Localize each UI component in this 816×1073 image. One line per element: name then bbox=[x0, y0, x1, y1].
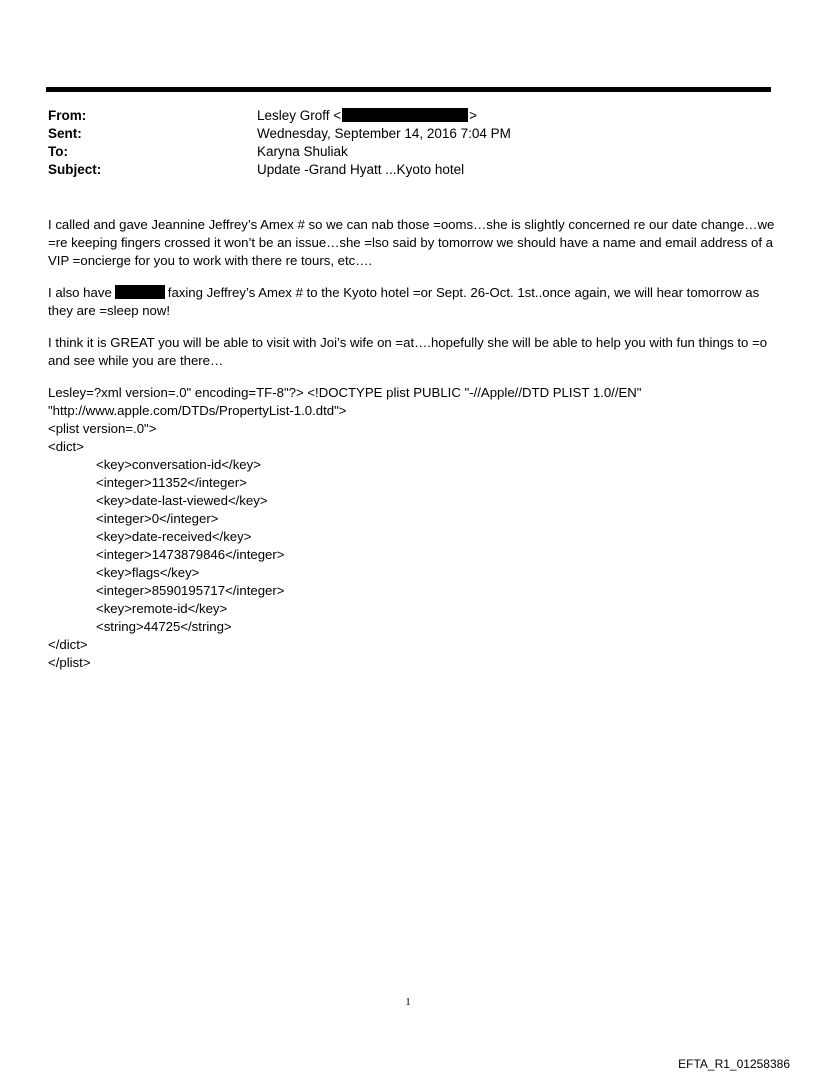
sent-value: Wednesday, September 14, 2016 7:04 PM bbox=[257, 126, 511, 141]
to-value: Karyna Shuliak bbox=[257, 144, 348, 159]
xml-line: <integer>11352</integer> bbox=[96, 475, 247, 490]
header-rule bbox=[46, 87, 771, 92]
para2-after: faxing Jeffrey’s Amex # to the Kyoto hotel =or Sept. 26-Oct. 1st..once again, we will hear tomorrow as they are =sleep now! bbox=[48, 285, 760, 318]
page-number: 1 bbox=[405, 996, 411, 1008]
xml-line: <key>flags</key> bbox=[96, 565, 200, 580]
xml-line: Lesley=?xml version=.0" encoding=TF-8"?> <!DOCTYPE plist PUBLIC "-//Apple//DTD PLIST 1.0//EN" bbox=[48, 385, 642, 400]
subject-label: Subject: bbox=[48, 162, 102, 177]
xml-line: </dict> bbox=[48, 637, 88, 652]
body-paragraph-3: I think it is GREAT you will be able to visit with Joi’s wife on =at….hopefully she will be able to help you with fun things to =o and see while you are there… bbox=[48, 335, 768, 368]
from-value bbox=[257, 107, 477, 125]
from-close: > bbox=[469, 108, 478, 123]
to-row bbox=[48, 143, 511, 161]
xml-line: <integer>8590195717</integer> bbox=[96, 583, 285, 598]
subject-value: Update -Grand Hyatt ...Kyoto hotel bbox=[257, 162, 465, 177]
email-header bbox=[48, 107, 511, 179]
bates-number: EFTA_R1_01258386 bbox=[678, 1057, 790, 1071]
from-name: Lesley Groff < bbox=[257, 108, 342, 123]
xml-line: <dict> bbox=[48, 439, 84, 454]
xml-line: <key>date-last-viewed</key> bbox=[96, 493, 268, 508]
xml-line: "http://www.apple.com/DTDs/PropertyList-1.0.dtd"> bbox=[48, 403, 347, 418]
body-paragraph-1: I called and gave Jeannine Jeffrey’s Amex # so we can nab those =ooms…she is slightly concerned re our date change…we =re keeping fingers crossed it won’t be an issue…she =lso said by tomorrow we should have a name and email address of a VIP =oncierge for you to work with there re tours, etc…. bbox=[48, 217, 775, 268]
xml-line: <integer>0</integer> bbox=[96, 511, 219, 526]
sent-label: Sent: bbox=[48, 126, 82, 141]
email-body bbox=[48, 216, 778, 672]
body-paragraph-2 bbox=[48, 284, 778, 320]
from-row bbox=[48, 107, 511, 125]
redacted-email bbox=[342, 108, 468, 122]
xml-block bbox=[48, 384, 778, 672]
redacted-name bbox=[115, 285, 165, 299]
xml-line: <plist version=.0"> bbox=[48, 421, 157, 436]
xml-line: </plist> bbox=[48, 655, 91, 670]
xml-line: <key>date-received</key> bbox=[96, 529, 252, 544]
sent-row bbox=[48, 125, 511, 143]
xml-line: <integer>1473879846</integer> bbox=[96, 547, 285, 562]
xml-line: <key>conversation-id</key> bbox=[96, 457, 261, 472]
subject-row bbox=[48, 161, 511, 179]
from-label: From: bbox=[48, 108, 87, 123]
para2-before: I also have bbox=[48, 285, 112, 300]
xml-line: <key>remote-id</key> bbox=[96, 601, 228, 616]
to-label: To: bbox=[48, 144, 68, 159]
xml-line: <string>44725</string> bbox=[96, 619, 232, 634]
